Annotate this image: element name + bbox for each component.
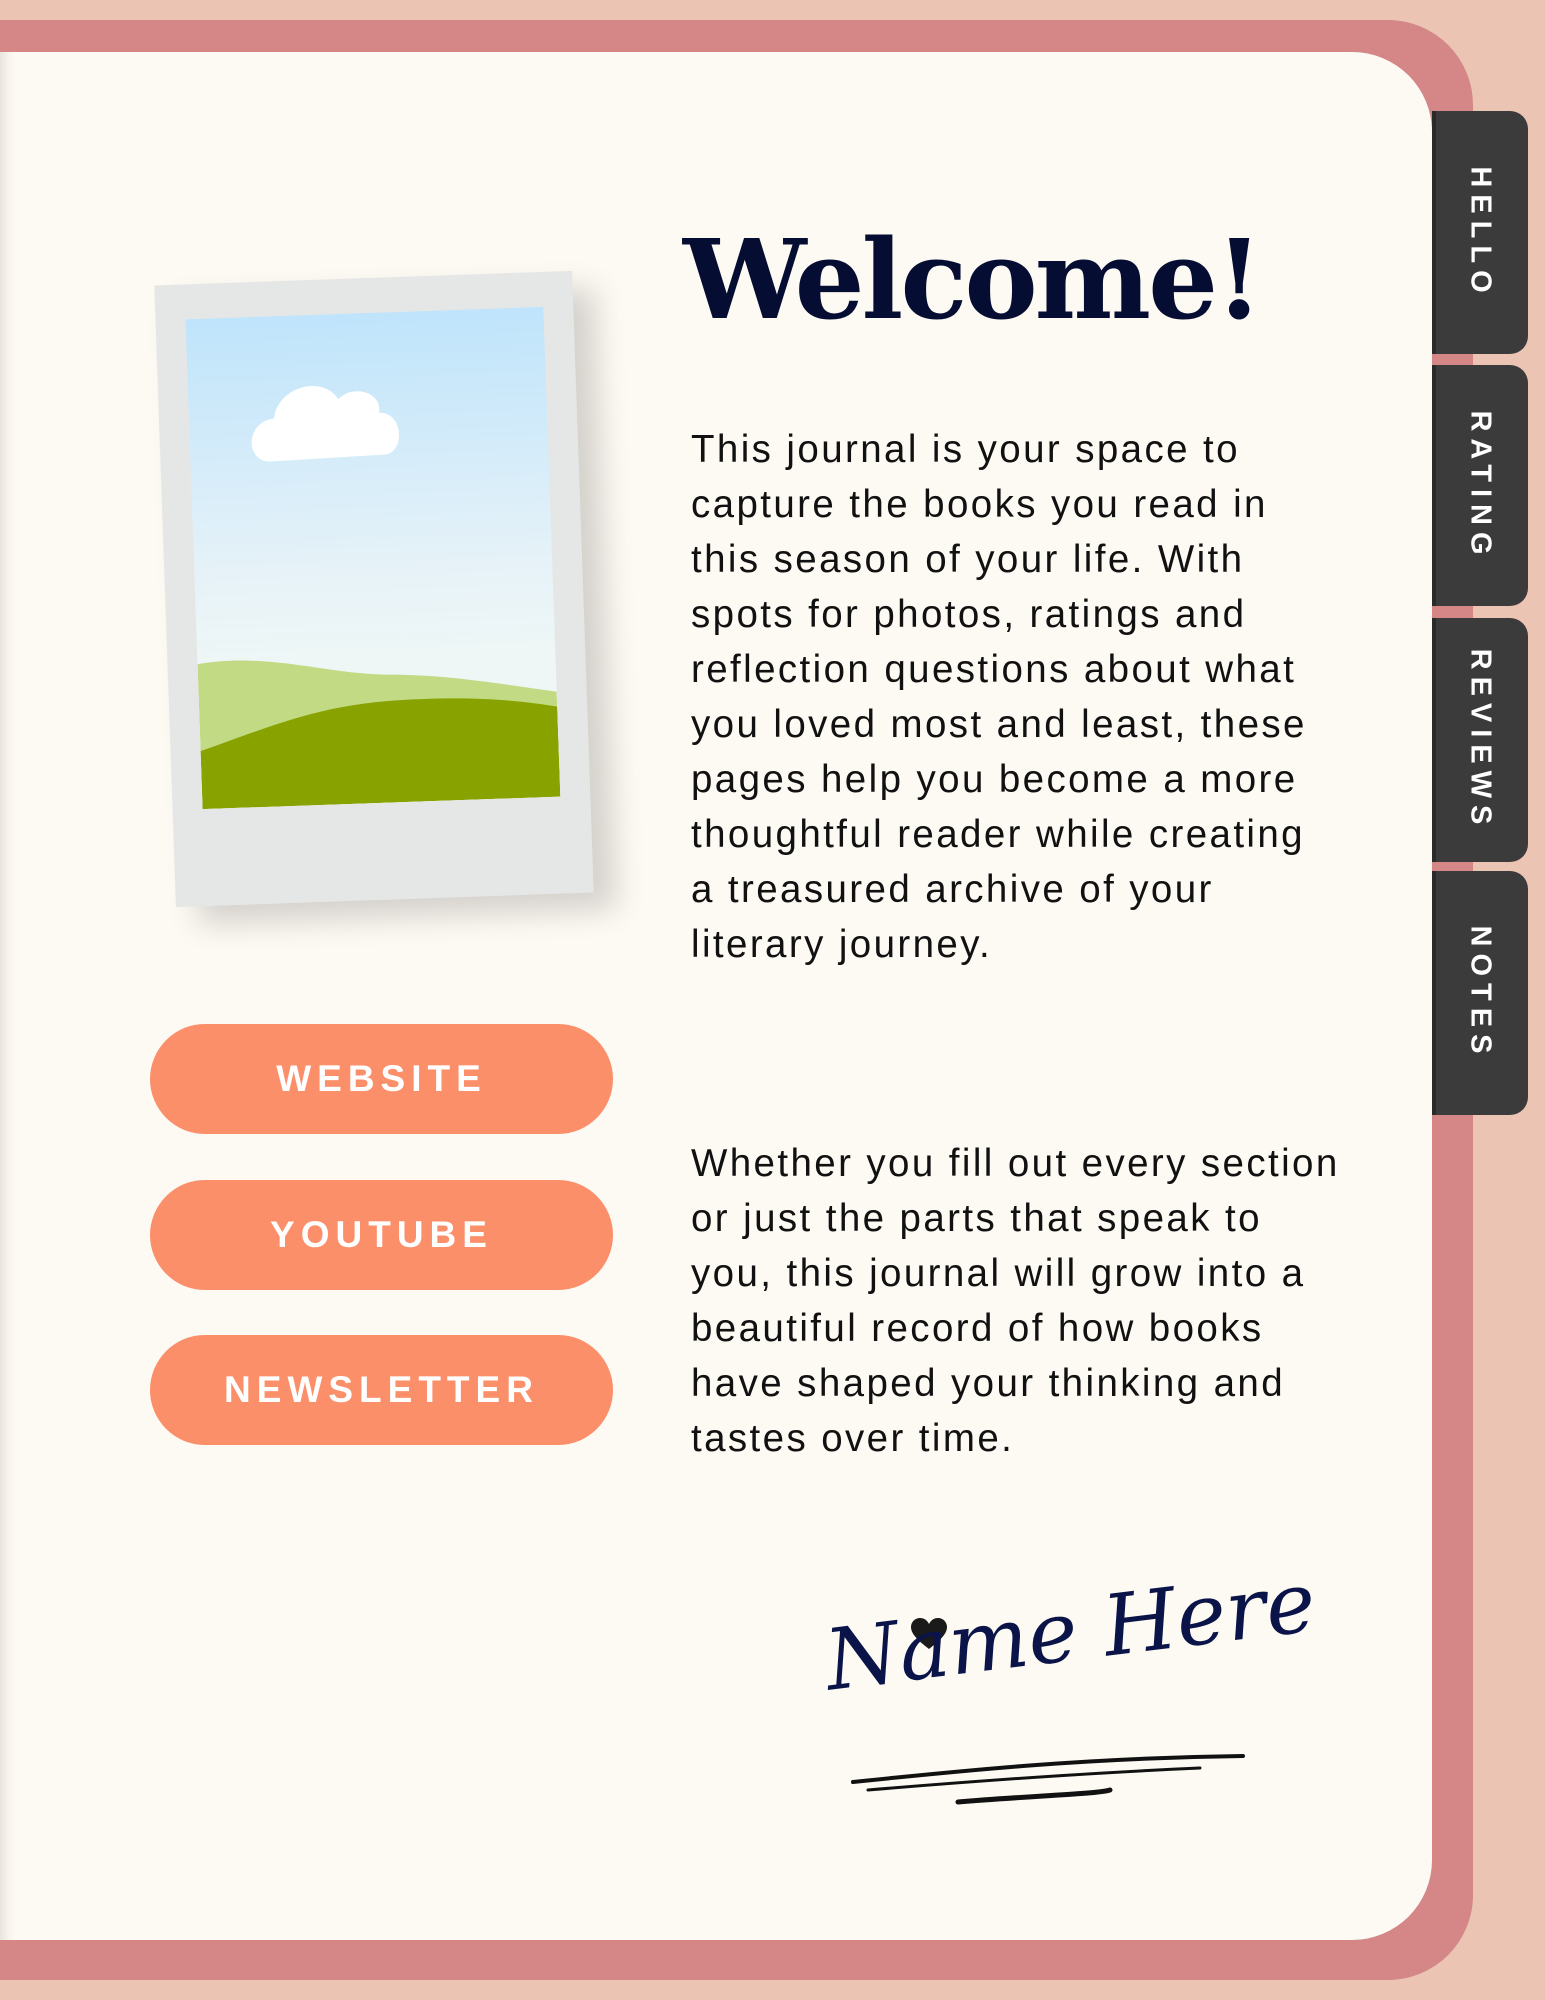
tab-rating[interactable] — [1432, 365, 1528, 606]
page-title: Welcome! — [683, 215, 1261, 344]
polaroid-frame[interactable] — [154, 271, 593, 907]
tab-label: HELLO — [1464, 165, 1497, 300]
newsletter-button[interactable]: NEWSLETTER — [150, 1335, 613, 1445]
tab-label: NOTES — [1464, 925, 1497, 1061]
youtube-button[interactable]: YOUTUBE — [150, 1180, 613, 1290]
landscape-photo — [185, 307, 560, 809]
tab-label: REVIEWS — [1464, 648, 1497, 832]
intro-paragraph: This journal is your space to capture the books you read in this season of your life. With spots for photos, ratings and reflection questions about what you loved most and least, these pages help you become a more thoughtful reader while creating a treasured archive of your literary journey. — [691, 428, 1307, 966]
page-spine — [0, 52, 14, 1940]
closing-paragraph: Whether you fill out every section or just the parts that speak to you, this journal will grow into a beautiful record of how books have shaped your thinking and tastes over time. — [691, 1142, 1340, 1460]
tab-label: RATING — [1464, 409, 1497, 562]
website-button[interactable]: WEBSITE — [150, 1024, 613, 1134]
tab-hello[interactable] — [1432, 111, 1528, 354]
signature-underline — [848, 1740, 1248, 1810]
signature-name: Name Here — [820, 1552, 1321, 1710]
tab-reviews[interactable] — [1432, 618, 1528, 862]
tab-notes[interactable] — [1432, 871, 1528, 1115]
cloud-icon — [250, 383, 400, 462]
